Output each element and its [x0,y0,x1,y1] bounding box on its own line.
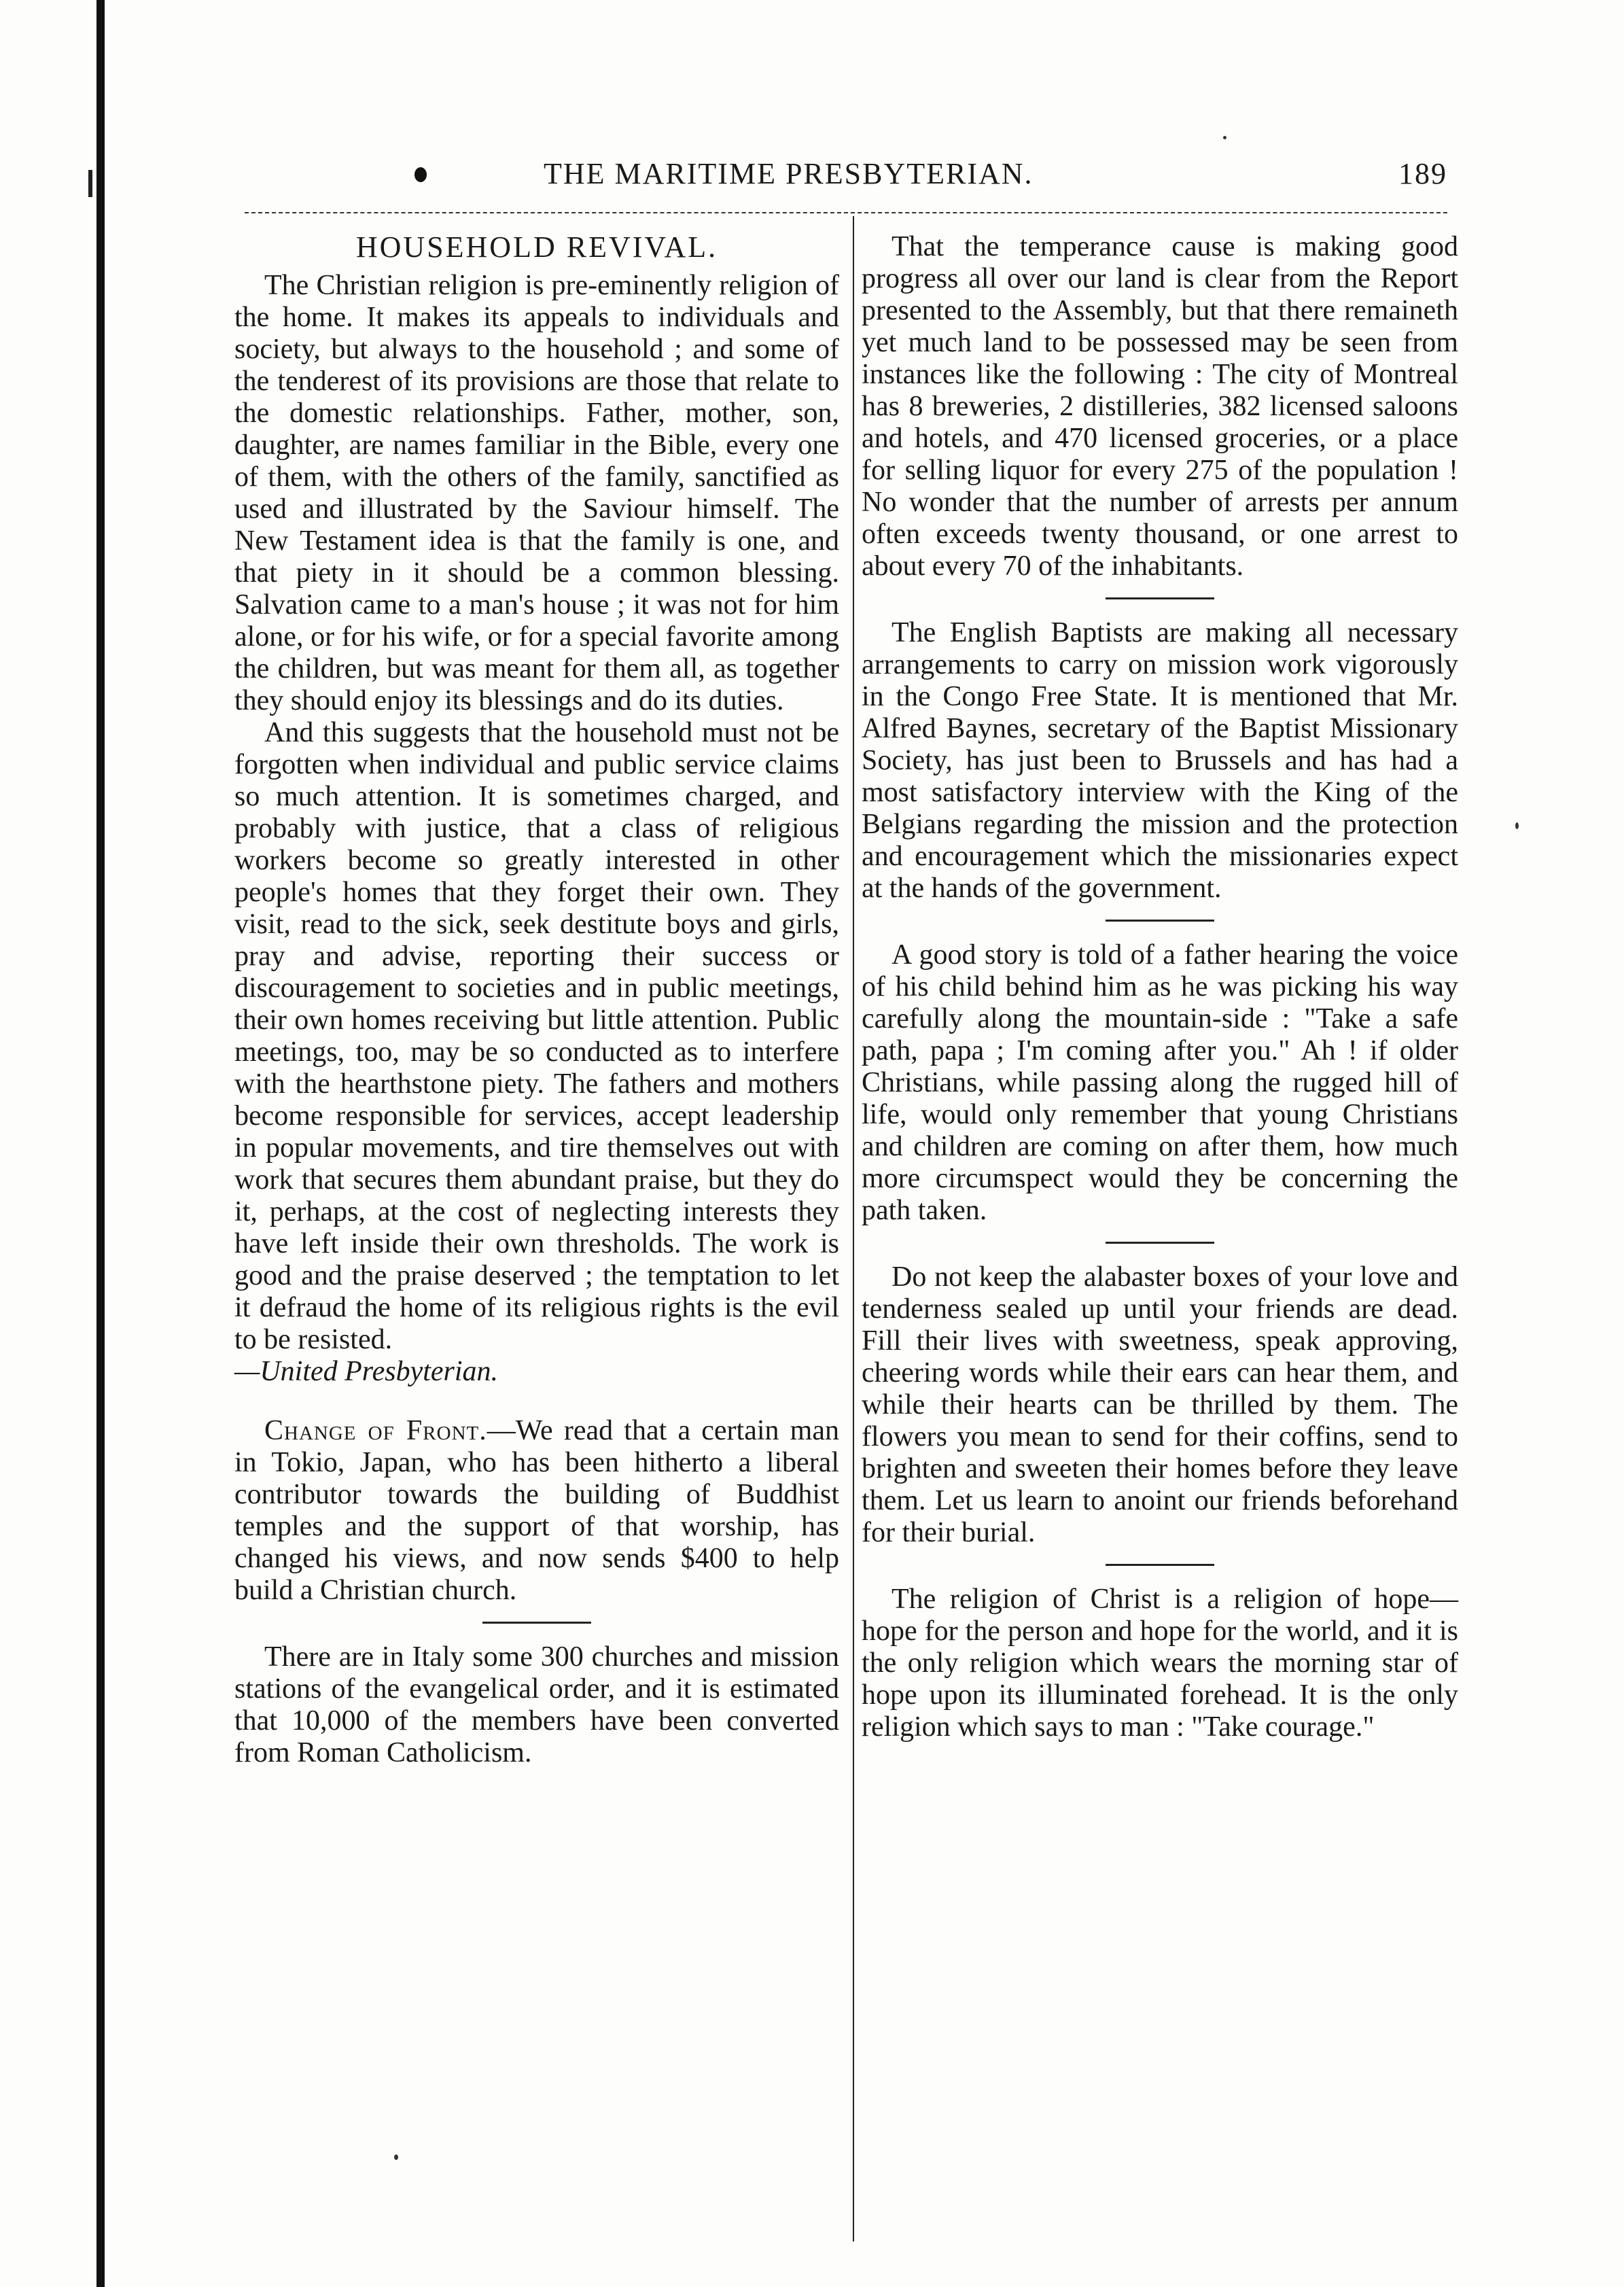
print-speck [1515,822,1519,829]
news-item-alabaster: Do not keep the alabaster boxes of your love and tenderness sealed up until your friends are dead. Fill their lives with sweetness, speak approving, cheering words while their ears can hear them, and while their hearts can be thrilled by them. The flowers you mean to send for their coffins, send to brighten and sweeten their homes before they leave them. Let us learn to anoint our friends beforehand for their burial. [862,1261,1458,1548]
column-divider [853,216,854,2241]
print-speck [1223,136,1226,139]
news-item-text: —We read that a certain man in Tokio, Japan, who has been hitherto a liberal contributor towards the building of Buddhist temples and the support of that worship, has changed his views, and now sends $400 to help build a Christian church. [234,1415,839,1606]
spacer [234,1388,839,1415]
news-item-lead: Change of Front. [264,1415,487,1446]
news-item-italy: There are in Italy some 300 churches and mission stations of the evangelical order, and it is estimated that 10,000 of the members have been converted from Roman Catholicism. [234,1641,839,1768]
article-heading: HOUSEHOLD REVIVAL. [355,230,718,264]
journal-title: THE MARITIME PRESBYTERIAN. [544,157,1034,190]
news-item-baptists: The English Baptists are making all necessary arrangements to carry on mission work vigorously in the Congo Free State. It is mentioned that Mr. Alfred Baynes, secretary of the Baptist Missionary Society, has just been to Brussels and has had a most satisfactory interview with the King of the Belgians regarding the mission and the protection and encouragement which the missionaries expect at the hands of the government. [862,617,1458,904]
bullet-mark [414,167,427,182]
section-rule [1106,1564,1214,1566]
news-item-temperance: That the temperance cause is making good progress all over our land is clear from the Report presented to the Assembly, but that there remaineth yet much land to be possessed may be seen from instances like the following : The city of Montreal has 8 breweries, 2 distilleries, 382 licensed saloons and hotels, and 470 licensed groceries, or a place for selling liquor for every 275 of the population ! No wonder that the number of arrests per annum often exceeds twenty thousand, or one arrest to about every 70 of the inhabitants. [862,231,1458,582]
running-header [401,150,1447,204]
header-rule [245,212,1447,213]
print-speck [394,2154,398,2160]
news-item-change-of-front [234,1415,839,1607]
page-number: 189 [1398,157,1447,190]
section-rule [1106,920,1214,922]
binding-mark [88,170,92,197]
article-paragraph: The Christian religion is pre-eminently religion of the home. It makes its appeals to individuals and society, but always to the household ; and some of the tenderest of its provisions are those that relate to the domestic relationships. Father, mother, son, daughter, are names familiar in the Bible, every one of them, with the others of the family, sanctified as used and illustrated by the Saviour himself. The New Testament idea is that the family is one, and that piety in it should be a common blessing. Salvation came to a man's house ; it was not for him alone, or for his wife, or for a special favorite among the children, but was meant for them all, as together they should enjoy its blessings and do its duties. [234,270,839,716]
section-rule [1106,597,1214,599]
article-paragraph: And this suggests that the household must not be forgotten when individual and public service claims so much attention. It is sometimes charged, and probably with justice, that a class of religious workers become so greatly interested in other people's homes that they forget their own. They visit, read to the sick, seek destitute boys and girls, pray and advise, reporting their success or discouragement to societies and in public meetings, their own homes receiving but little attention. Public meetings, too, may be so conducted as to interfere with the hearthstone piety. The fathers and mothers become responsible for services, accept leadership in popular movements, and tire themselves out with work that secures them abundant praise, but they do it, perhaps, at the cost of neglecting interests they have left inside their own thresholds. The work is good and the praise deserved ; the temptation to let it defraud the home of its religious rights is the evil to be resisted. [234,717,839,1355]
news-item-good-story: A good story is told of a father hearing the voice of his child behind him as he was picking his way carefully along the mountain-side : "Take a safe path, papa ; I'm coming after you." Ah ! if older Christians, while passing along the rugged hill of life, would only remember that young Christians and children are coming on after them, how much more circumspect would they be concerning the path taken. [862,939,1458,1226]
right-column [862,231,1458,1743]
binding-edge [96,0,105,2287]
section-rule [1106,1242,1214,1244]
left-column [234,231,839,1769]
news-item-religion-of-hope: The religion of Christ is a religion of hope—hope for the person and hope for the world, and it is the only religion which wears the morning star of hope upon its illuminated forehead. It is the only religion which says to man : "Take courage." [862,1584,1458,1743]
article-source: —United Presbyterian. [234,1356,499,1387]
section-rule [482,1622,591,1624]
